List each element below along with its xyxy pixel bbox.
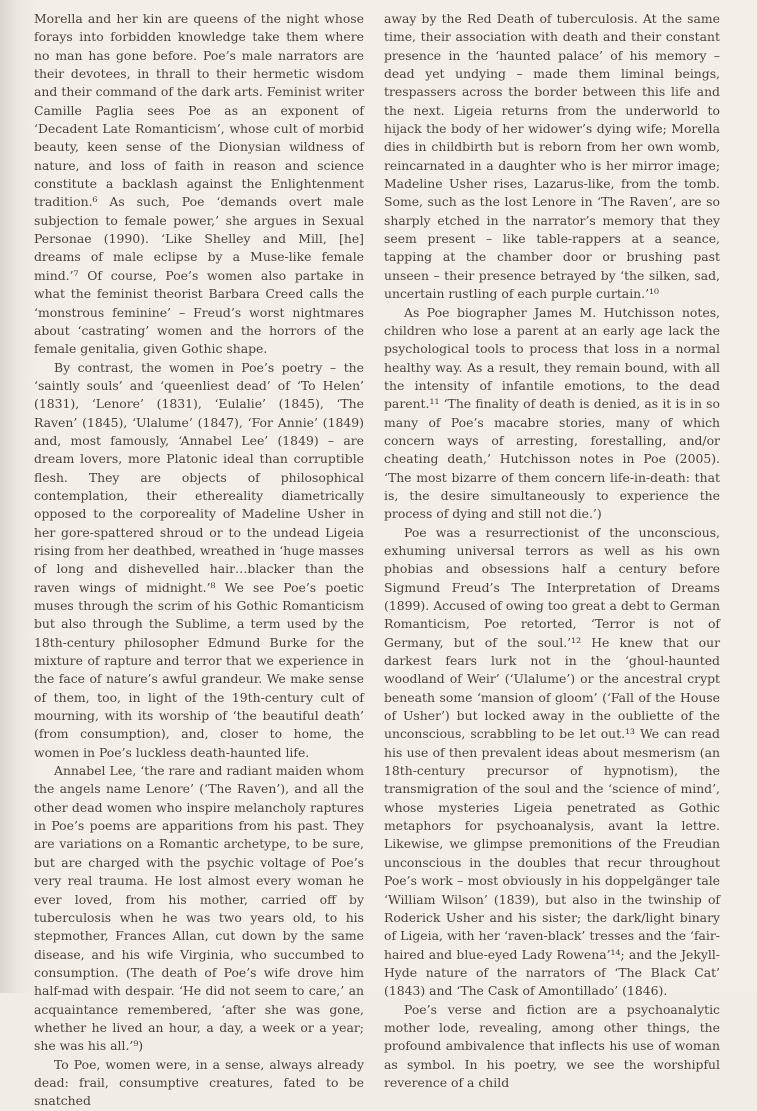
right-column: [384, 10, 720, 1092]
paragraph: Poe was a resurrectionist of the unconscious, exhuming universal terrors as well as his own phobias and obsessions half a century before Sigmund Freud’s The Interpretation of Dreams (1899). Accused of owing too great a debt to German Romanticism, Poe retorted, ‘Terror is not of Germany, but of the soul.’¹² He knew that our darkest fears lurk not in the ‘ghoul-haunted woodland of Weir’ (‘Ulalume’) or the ancestral crypt beneath some ‘mansion of gloom’ (‘Fall of the House of Usher’) but locked away in the oubliette of the unconscious, scrabbling to be let out.¹³ We can read his use of then prevalent ideas about mesmerism (an 18th-century precursor of hypnotism), the transmigration of the soul and the ‘science of mind’, whose mysteries Ligeia penetrated as Gothic metaphors for psychoanalysis, avant la lettre. Likewise, we glimpse premonitions of the Freudian unconscious in the doubles that recur throughout Poe’s work – most obviously in his doppelgänger tale ‘William Wilson’ (1839), but also in the twinship of Roderick Usher and his sister; the dark/light binary of Ligeia, with her ‘raven-black’ tresses and the ‘fair-haired and blue-eyed Lady Rowena’¹⁴; and the Jekyll-Hyde nature of the narrators of ‘The Black Cat’ (1843) and ‘The Cask of Amontillado’ (1846).: [384, 524, 720, 999]
paragraph: away by the Red Death of tuberculosis. At the same time, their association with death and their constant presence in the ‘haunted palace’ of his memory – dead yet undying – made them liminal beings, trespassers across the border between this life and the next. Ligeia returns from the underworld to hijack the body of her widower’s dying wife; Morella dies in childbirth but is reborn from her own womb, reincarnated in a daughter who is her mirror image; Madeline Usher rises, Lazarus-like, from the tomb. Some, such as the lost Lenore in ‘The Raven’, are so sharply etched in the narrator’s memory that they seem present – like table-rappers at a seance, tapping at the chamber door or brushing past unseen – their presence betrayed by ‘the silken, sad, uncertain rustling of each purple curtain.’¹⁰: [384, 11, 720, 302]
left-column: [34, 10, 364, 1111]
paragraph: Annabel Lee, ‘the rare and radiant maiden whom the angels name Lenore’ (‘The Raven’), and all the other dead women who inspire melancholy raptures in Poe’s poems are apparitions from his past. They are variations on a Romantic archetype, to be sure, but are charged with the psychic voltage of Poe’s very real trauma. He lost almost every woman he ever loved, from his mother, carried off by tuberculosis when he was two years old, to his stepmother, Frances Allan, cut down by the same disease, and his wife Virginia, who succumbed to consumption. (The death of Poe’s wife drove him half-mad with despair. ‘He did not seem to care,’ an acquaintance remembered, ‘after she was gone, whether he lived an hour, a day, a week or a year; she was his all.’⁹): [34, 763, 364, 1054]
paragraph: Poe’s verse and fiction are a psychoanalytic mother lode, revealing, among other things, the profound ambivalence that inflects his use of woman as symbol. In his poetry, we see the worshipful reverence of a child: [384, 1001, 720, 1090]
paragraph: Morella and her kin are queens of the night whose forays into forbidden knowledge take them where no man has gone before. Poe’s male narrators are their devotees, in thrall to their hermetic wisdom and their command of the dark arts. Feminist writer Camille Paglia sees Poe as an exponent of ‘Decadent Late Romanticism’, whose cult of morbid beauty, keen sense of the Dionysian wildness of nature, and loss of faith in reason and science constitute a backlash against the Enlightenment tradition.⁶ As such, Poe ‘demands overt male subjection to female power,’ she argues in Sexual Personae (1990). ‘Like Shelley and Mill, [he] dreams of male eclipse by a Muse-like female mind.’⁷ Of course, Poe’s women also partake in what the feminist theorist Barbara Creed calls the ‘monstrous feminine’ – Freud’s worst nightmares about ‘castrating’ women and the horrors of the female genitalia, given Gothic shape.: [34, 11, 364, 357]
paragraph: By contrast, the women in Poe’s poetry – the ‘saintly souls’ and ‘queenliest dead’ of ‘To Helen’ (1831), ‘Lenore’ (1831), ‘Eulalie’ (1845), ‘The Raven’ (1845), ‘Ulalume’ (1847), ‘For Annie’ (1849) and, most famously, ‘Annabel Lee’ (1849) – are dream lovers, more Platonic ideal than corruptible flesh. They are objects of philosophical contemplation, their ethereality diametrically opposed to the corporeality of Madeline Usher in her gore-spattered shroud or to the undead Ligeia rising from her deathbed, wreathed in ‘huge masses of long and dishevelled hair…blacker than the raven wings of midnight.’⁸ We see Poe’s poetic muses through the scrim of his Gothic Romanticism but also through the Sublime, a term used by the 18th-century philosopher Edmund Burke for the mixture of rapture and terror that we experience in the face of nature’s awful grandeur. We make sense of them, too, in light of the 19th-century cult of mourning, with its worship of ‘the beautiful death’ (from consumption), and, closer to home, the women in Poe’s luckless death-haunted life.: [34, 359, 364, 760]
paragraph: To Poe, women were, in a sense, always already dead: frail, consumptive creatures, fated to be snatched: [34, 1056, 364, 1109]
paragraph: As Poe biographer James M. Hutchisson notes, children who lose a parent at an early age lack the psychological tools to process that loss in a normal healthy way. As a result, they remain bound, with all the intensity of infantile emotions, to the dead parent.¹¹ ‘The finality of death is denied, as it is in so many of Poe’s macabre stories, many of which concern ways of arresting, forestalling, and/or cheating death,’ Hutchisson notes in Poe (2005). ‘The most bizarre of them concern life-in-death: that is, the desire simultaneously to experience the process of dying and still not die.’): [384, 304, 720, 522]
